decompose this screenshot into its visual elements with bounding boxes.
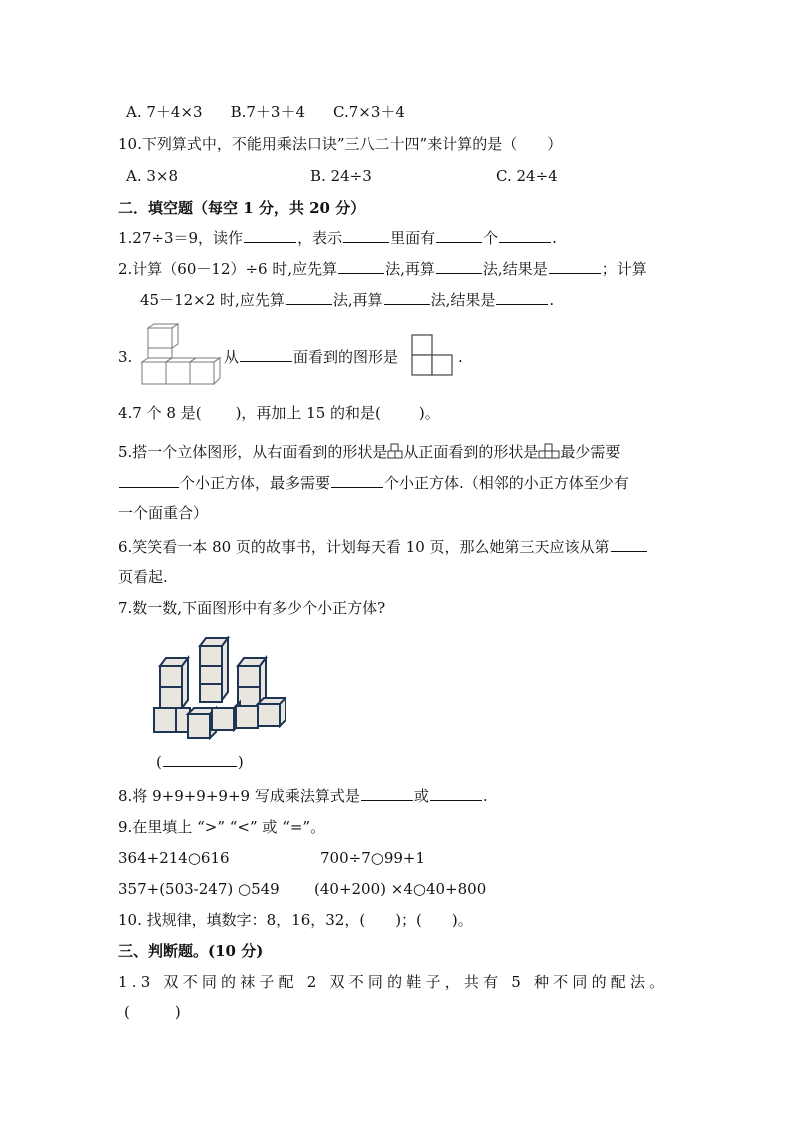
answer-blank[interactable] xyxy=(430,786,482,801)
option-c: C. 24÷4 xyxy=(496,167,558,185)
answer-blank[interactable] xyxy=(611,537,647,552)
answer-blank[interactable] xyxy=(496,290,548,305)
answer-blank[interactable] xyxy=(436,259,482,274)
q3-end-dot: . xyxy=(458,348,463,366)
fill-q9-stem: 9.在里填上 “>” “<” 或 “=”。 xyxy=(118,818,326,836)
q10-options-row xyxy=(126,166,558,186)
compare-b[interactable]: 700÷7○99+1 xyxy=(320,849,426,867)
fill-q8: 8.将 9+9+9+9+9 写成乘法算式是 或 . xyxy=(118,787,488,805)
answer-blank[interactable] xyxy=(331,473,383,488)
section-2-title: 二．填空题（每空 1 分，共 20 分） xyxy=(118,199,366,217)
q9-options-row xyxy=(126,102,405,122)
answer-blank[interactable] xyxy=(549,259,601,274)
compare-d[interactable]: (40+200) ×4○40+800 xyxy=(314,880,487,898)
option-c: C.7×3＋4 xyxy=(333,103,405,121)
fill-q1: 1.27÷3＝9，读作 ，表示 里面有 个 . xyxy=(118,229,557,247)
judge-q1-paren[interactable]: ( ) xyxy=(124,1003,181,1021)
answer-blank[interactable] xyxy=(163,752,237,767)
fill-q3-number: 3. xyxy=(118,348,133,366)
q10-stem: 10.下列算式中，不能用乘法口诀”三八二十四”来计算的是（ ） xyxy=(118,135,563,153)
section-3-title: 三、判断题。(10 分) xyxy=(118,942,264,960)
fill-q5-line1: 5.搭一个立体图形，从右面看到的形状是 从正面看到的形状是 最少需要 xyxy=(118,443,621,461)
fill-q6-line1: 6.笑笑看一本 80 页的故事书，计划每天看 10 页，那么她第三天应该从第 xyxy=(118,537,648,557)
answer-blank[interactable] xyxy=(338,259,384,274)
option-a: A. 7＋4×3 xyxy=(126,103,203,121)
option-a: A. 3×8 xyxy=(126,167,179,185)
answer-blank[interactable] xyxy=(286,290,332,305)
fill-q4: 4.7 个 8 是( )，再加上 15 的和是( )。 xyxy=(118,404,440,422)
q7-answer: ( ) xyxy=(156,753,244,771)
compare-c[interactable]: 357+(503-247) ○549 xyxy=(118,880,280,898)
fill-q10: 10. 找规律，填数字：8，16，32，( )；( )。 xyxy=(118,911,473,929)
fill-q7-stem: 7.数一数,下面图形中有多少个小正方体? xyxy=(118,599,386,617)
fill-q2-line1: 2.计算（60－12）÷6 时,应先算 法,再算 法,结果是 ；计算 xyxy=(118,260,647,278)
front-view-icon xyxy=(538,443,560,459)
judge-q1: 1.3 双不同的袜子配 2 双不同的鞋子，共有 5 种不同的配法。 xyxy=(118,973,669,991)
right-view-icon xyxy=(387,443,403,459)
cube-stack-figure xyxy=(150,636,286,740)
option-b: B. 24÷3 xyxy=(310,167,372,185)
answer-blank[interactable] xyxy=(343,228,389,243)
view-shape-figure xyxy=(410,333,456,379)
fill-q2-line2: 45－12×2 时,应先算 法,再算 法,结果是 . xyxy=(140,291,555,309)
compare-a[interactable]: 364+214○616 xyxy=(118,849,230,867)
fill-q6-line2: 页看起. xyxy=(118,568,168,586)
answer-blank[interactable] xyxy=(499,228,551,243)
answer-blank[interactable] xyxy=(436,228,482,243)
answer-blank[interactable] xyxy=(240,347,292,362)
answer-blank[interactable] xyxy=(384,290,430,305)
answer-blank[interactable] xyxy=(361,786,413,801)
stacked-cubes-figure xyxy=(138,322,224,388)
answer-blank[interactable] xyxy=(119,473,179,488)
option-b: B.7＋3＋4 xyxy=(230,103,305,121)
answer-blank[interactable] xyxy=(244,228,296,243)
fill-q5-line3: 一个面重合） xyxy=(118,504,209,522)
fill-q3: 从 面看到的图形是 xyxy=(224,348,399,366)
fill-q5-line2: 个小正方体，最多需要 个小正方体.（相邻的小正方体至少有 xyxy=(118,473,629,493)
